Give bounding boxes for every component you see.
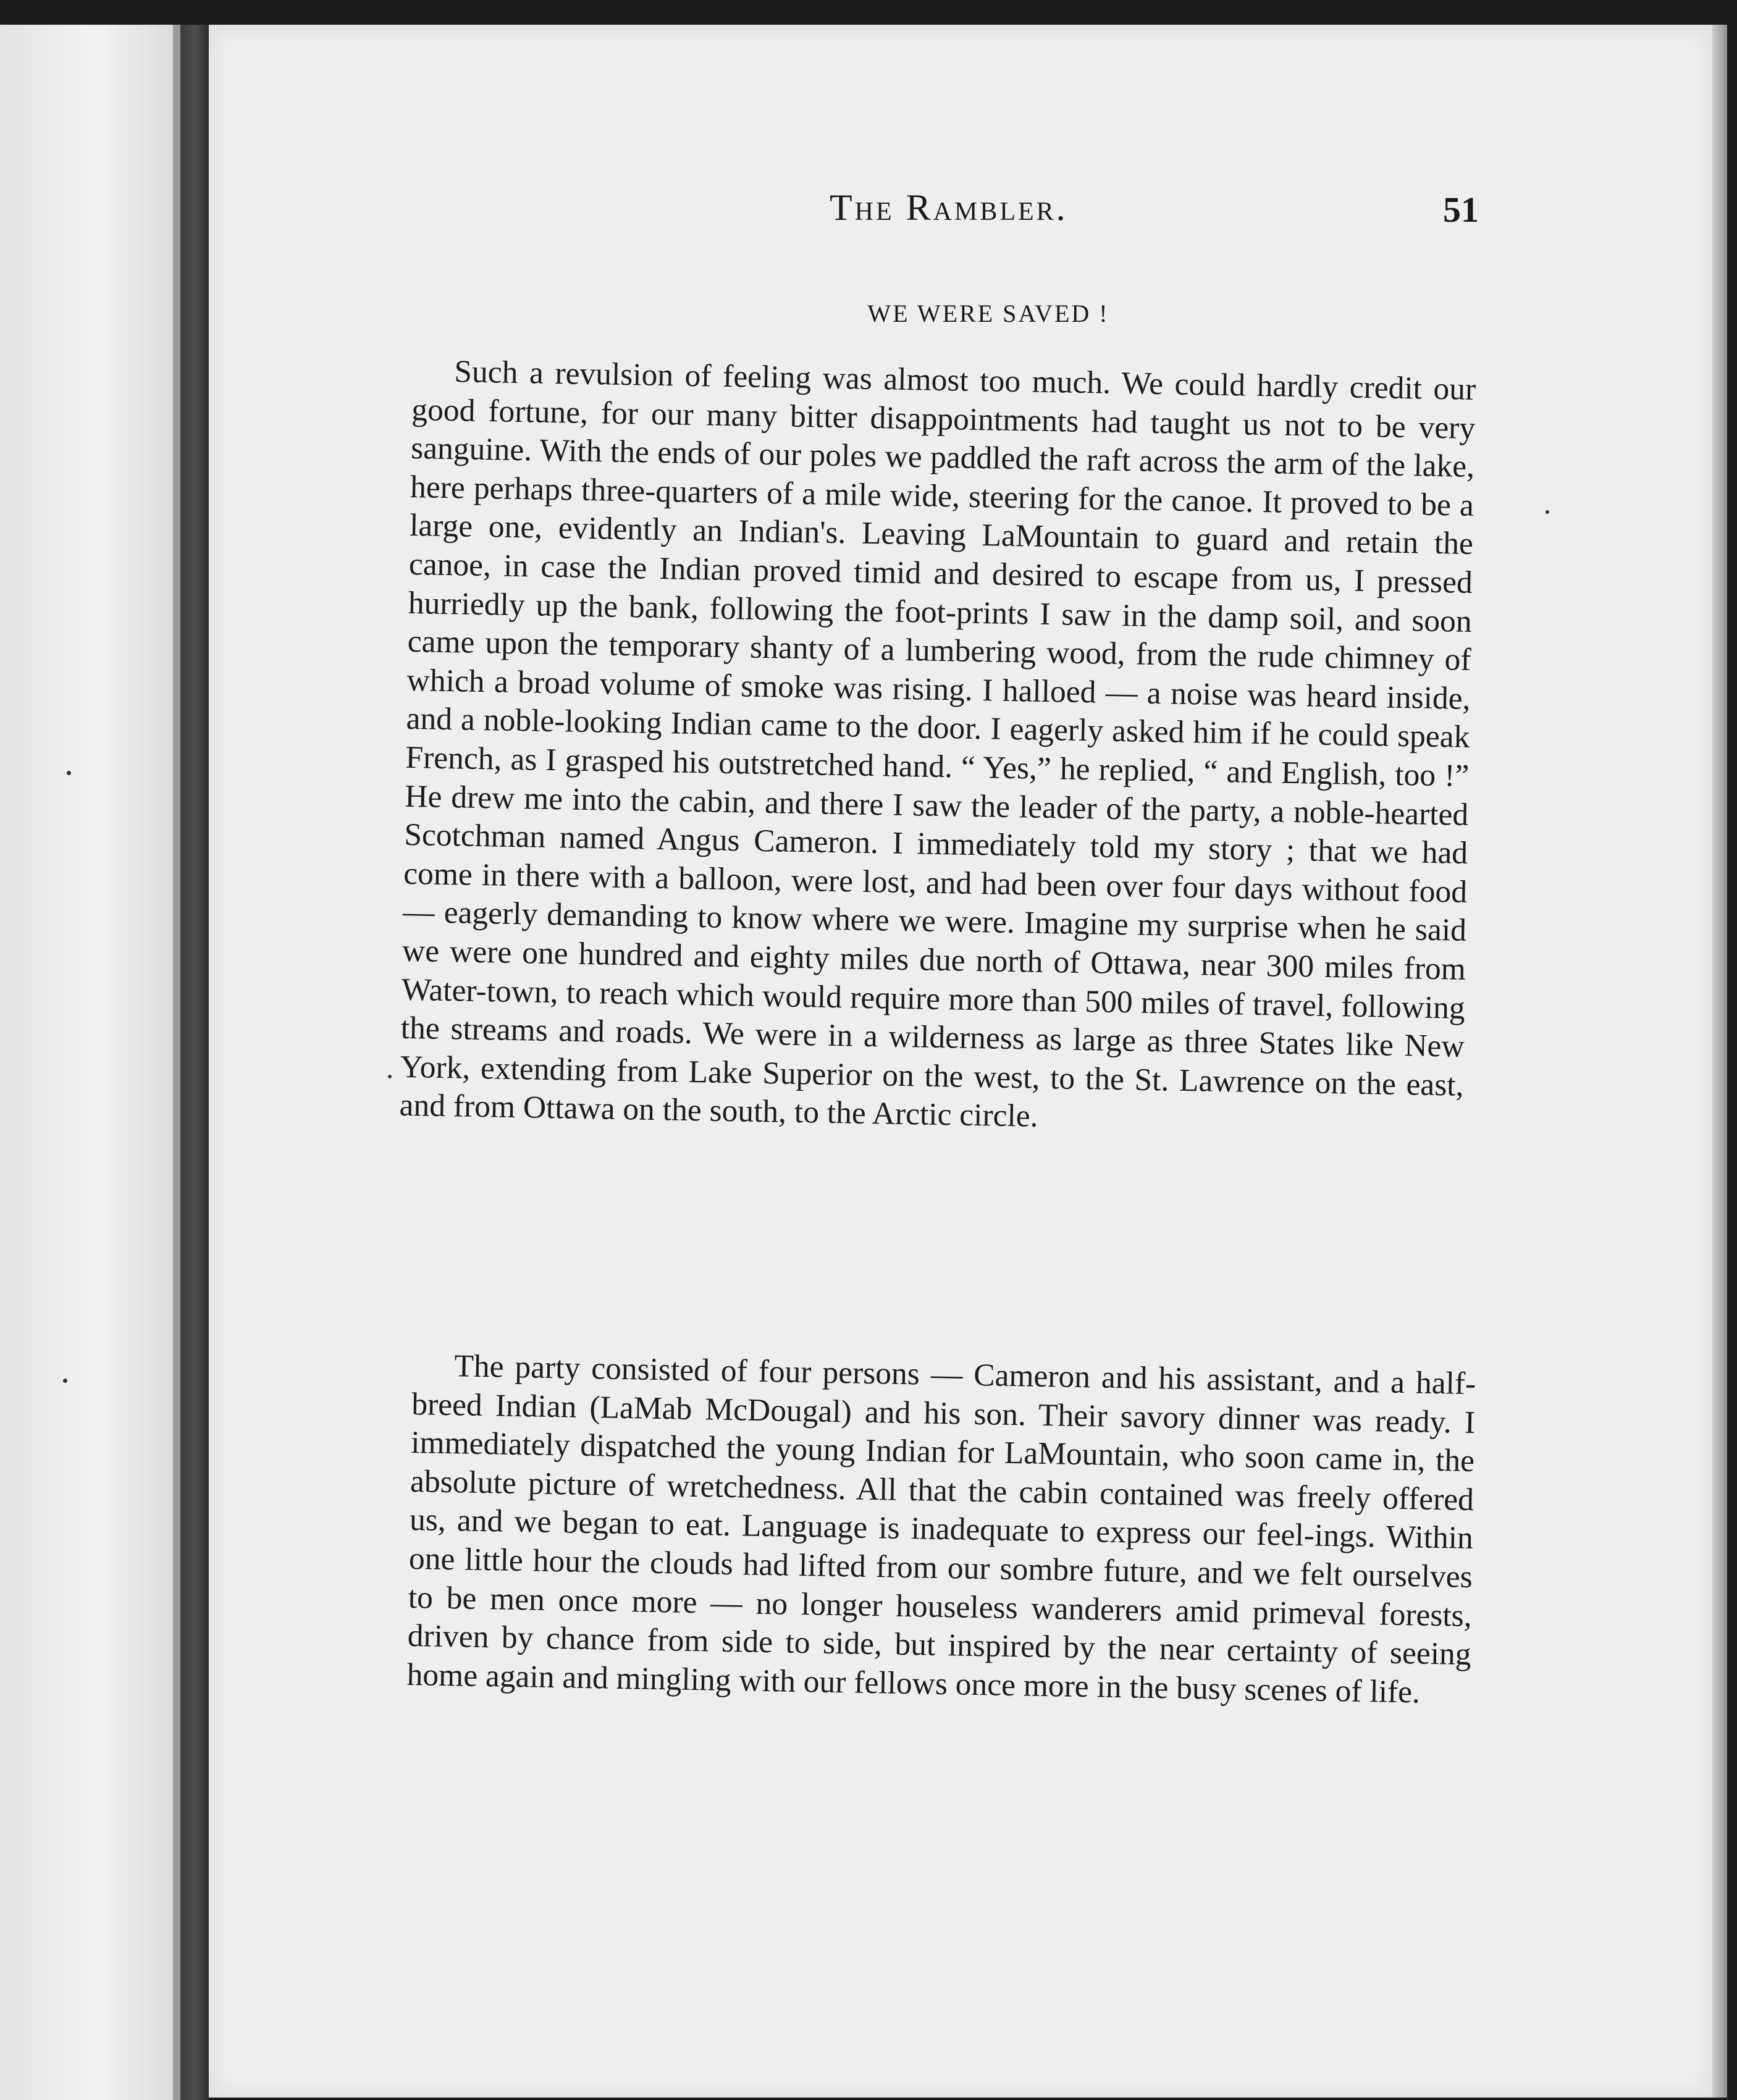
paragraph-text: Such a revulsion of feeling was almost too much. We could hardly credit our good fortune, for our many bitter disappointments had taught us not to be very sanguine. With the ends of our poles we paddled the raft across the arm of the lake, here perhaps three-quarters of a mile wide, steering for the canoe. It proved to be a large one, evidently an Indian's. Leaving LaMountain to guard and retain the canoe, in case the Indian proved timid and desired to escape from us, I pressed hurriedly up the bank, following the foot-prints I saw in the damp soil, and soon came upon the temporary shanty of a lumbering wood, from the rude chimney of which a broad volume of smoke was rising. I halloed — a noise was heard inside, and a noble-looking Indian came to the door. I eagerly asked him if he could speak French, as I grasped his outstretched hand. “ Yes,” he replied, “ and English, too !” He drew me into the cabin, and there I saw the leader of the party, a noble-hearted Scotchman named Angus Cameron. I immediately told my story ; that we had come in there with a balloon, were lost, and had been over four days without food — eagerly demanding to know where we were. Imagine my surprise when he said we were one hundred and eighty miles due north of Ottawa, near 300 miles from Water-town, to reach which would require more than 500 miles of travel, following the streams and roads. We were in a wilderness as large as three States like New York, extending from Lake Superior on the west, to the St. Lawrence on the east, and from Ottawa on the south, to the Arctic circle.: [399, 354, 1476, 1135]
scan-speck: [388, 1075, 392, 1078]
running-head-title: The Rambler.: [830, 187, 1068, 228]
scan-speck: [67, 771, 71, 775]
scan-speck: [1546, 510, 1549, 514]
section-heading: [209, 299, 1712, 328]
scan-speck: [63, 1379, 67, 1383]
body-paragraph-1: [399, 352, 1476, 1144]
paragraph-text: The party consisted of four persons — Cameron and his assistant, and a half-breed Indian (LaMab McDougal) and his son. Their savory dinner was ready. I immediately dispatched the young Indian for LaMountain, who soon came in, the absolute picture of wretchedness. All that the cabin contained was freely offered us, and we began to eat. Language is inadequate to express our feel-ings. Within one little hour the clouds had lifted from our sombre future, and we felt ourselves to be men once more — no longer houseless wanderers amid primeval forests, driven by chance from side to side, but inspired by the near certainty of seeing home again and mingling with our fellows once more in the busy scenes of life.: [406, 1348, 1476, 1710]
facing-page-edge: [173, 25, 180, 2100]
facing-page: [0, 25, 179, 2100]
running-head: [209, 187, 1712, 236]
book-page: [209, 25, 1712, 2098]
book-gutter: [180, 25, 209, 2100]
page-edge: [1712, 25, 1727, 2098]
section-heading-text: WE WERE SAVED !: [867, 300, 1109, 327]
page-number: 51: [1443, 190, 1479, 230]
body-paragraph-2: [406, 1346, 1476, 1713]
